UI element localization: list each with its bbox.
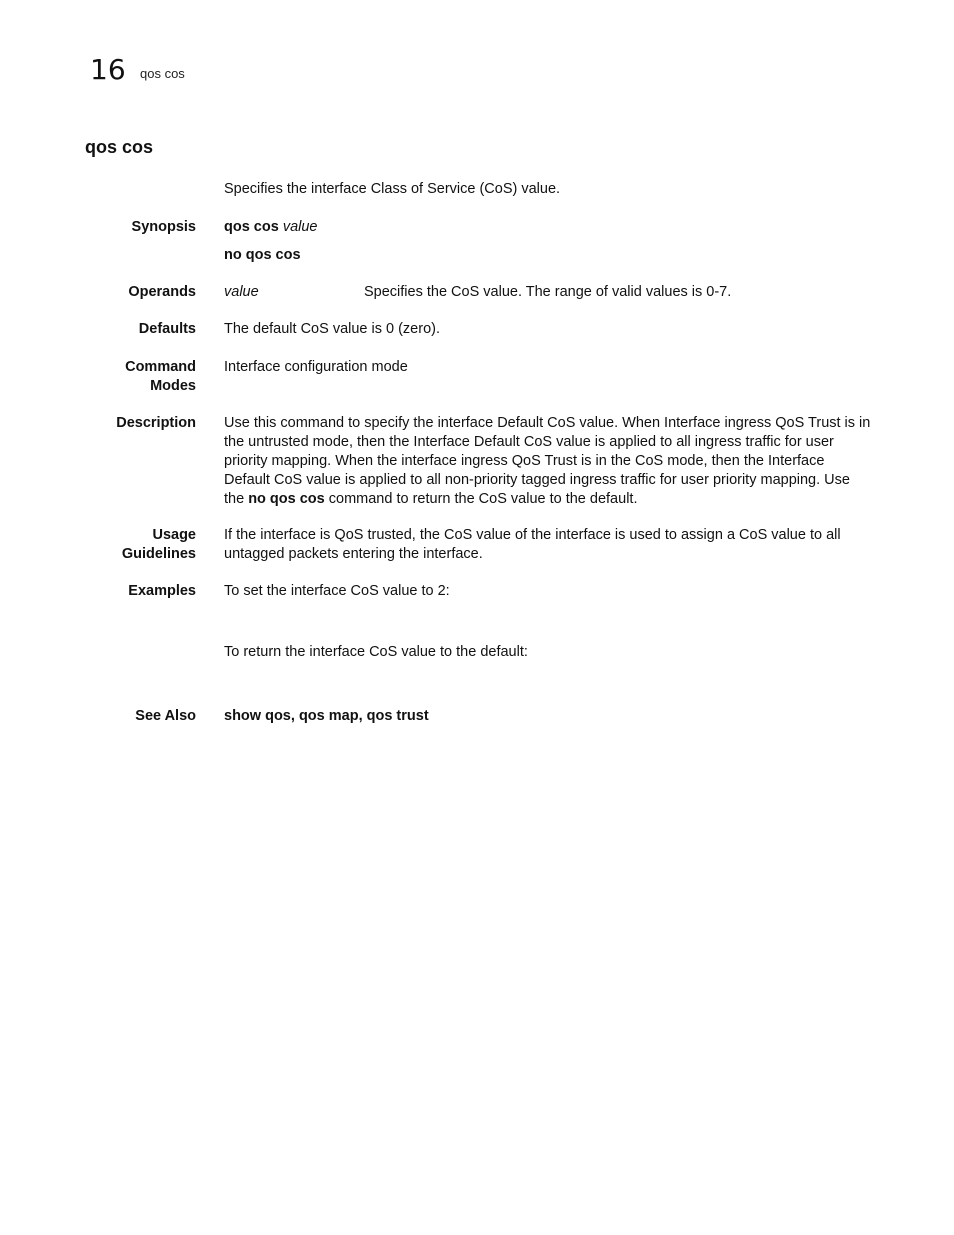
section-title: qos cos <box>85 137 154 157</box>
intro-text: Specifies the interface Class of Service (CoS) value. <box>224 181 561 197</box>
synopsis-label: Synopsis <box>131 219 196 235</box>
examples-text-1: To set the interface CoS value to 2: <box>224 583 450 599</box>
description-text <box>224 414 872 509</box>
operand-name: value <box>224 284 259 300</box>
description-text-before: Use this command to specify the interface Default CoS value. When Interface ingress QoS Trust is in the untrusted mode, then the Interface Default CoS value is applied to all ingress traffic for user priority mapping. When the interface ingress QoS Trust is in the CoS mode, then the Interface Default CoS value is applied to all non-priority tagged ingress traffic for user priority mapping. Use the <box>224 415 871 507</box>
command-modes-label <box>76 358 196 396</box>
see-also-link-qos-trust[interactable]: qos trust <box>366 708 429 724</box>
usage-guidelines-text: If the interface is QoS trusted, the CoS value of the interface is used to assign a CoS value to all untagged packets entering the interface. <box>224 527 841 562</box>
see-also-separator: , <box>290 708 299 724</box>
examples-text-2: To return the interface CoS value to the default: <box>224 644 528 660</box>
defaults-text: The default CoS value is 0 (zero). <box>224 321 440 337</box>
synopsis-line-1 <box>224 218 872 237</box>
running-title: qos cos <box>140 66 185 81</box>
synopsis-argument: value <box>282 219 318 235</box>
see-also-links <box>224 707 872 726</box>
operand-description: Specifies the CoS value. The range of valid values is 0-7. <box>364 284 732 300</box>
usage-label-line-2: Guidelines <box>121 546 196 562</box>
operands-label: Operands <box>128 284 196 300</box>
see-also-link-show-qos[interactable]: show qos <box>224 708 291 724</box>
synopsis-line-2: no qos cos <box>224 247 301 263</box>
chapter-number: 16 <box>90 53 126 86</box>
defaults-label: Defaults <box>138 321 196 337</box>
see-also-label: See Also <box>135 708 196 724</box>
description-command: no qos cos <box>248 491 325 507</box>
usage-label-line-1: Usage <box>152 527 196 543</box>
examples-label: Examples <box>128 583 196 599</box>
synopsis-command: qos cos <box>224 219 279 235</box>
see-also-link-qos-map[interactable]: qos map <box>298 708 359 724</box>
command-modes-text: Interface configuration mode <box>224 359 408 375</box>
see-also-separator: , <box>358 708 367 724</box>
description-text-after: command to return the CoS value to the default. <box>324 491 638 507</box>
command-modes-label-line-2: Modes <box>150 378 196 394</box>
usage-guidelines-label <box>76 526 196 564</box>
command-modes-label-line-1: Command <box>125 359 196 375</box>
description-label: Description <box>116 415 196 431</box>
